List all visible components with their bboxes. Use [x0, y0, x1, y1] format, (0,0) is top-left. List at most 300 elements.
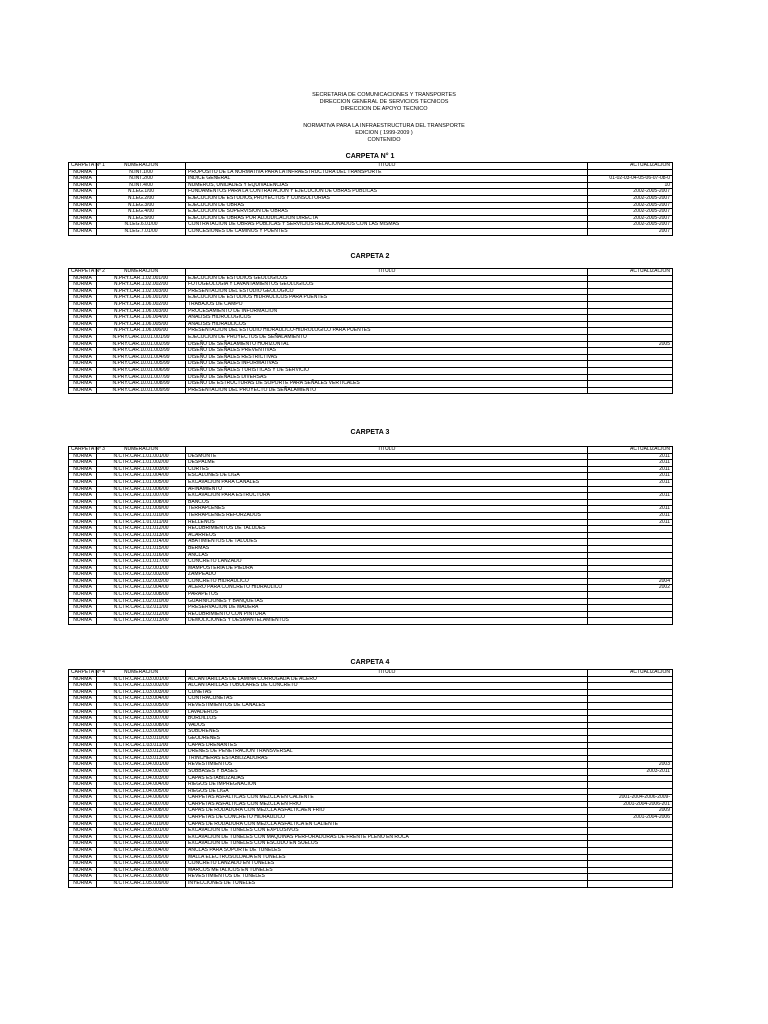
header-edition: EDICION ( 1999-2009 ) — [355, 130, 413, 136]
table-row — [69, 618, 673, 625]
table-row — [69, 387, 673, 394]
cell-actualizacion — [588, 532, 673, 539]
cell-numeracion: N.PRY.CAR.10.01.002/99 — [97, 341, 186, 348]
cell-numeracion: N.PRY.CAR.1.06.006/00 — [97, 328, 186, 335]
cell-actualizacion: 2011 — [588, 453, 673, 460]
cell-numeracion: N.CTR.CAR.1.03.010/00 — [97, 735, 186, 742]
cell-titulo: ZAMPEADO — [186, 572, 588, 579]
cell-tipo: NORMA — [69, 334, 97, 341]
cell-tipo: NORMA — [69, 189, 97, 196]
cell-numeracion: N.CTR.CAR.1.02.004/00 — [97, 585, 186, 592]
cell-numeracion: N.PRY.CAR.10.01.009/99 — [97, 387, 186, 394]
cell-titulo: DISEÑO DE SEÑALES RESTRICTIVAS — [186, 354, 588, 361]
cell-actualizacion: 2011 — [588, 519, 673, 526]
cell-numeracion: N.PRY.CAR.10.01.008/99 — [97, 381, 186, 388]
cell-tipo: NORMA — [69, 768, 97, 775]
cell-numeracion: N.CTR.CAR.1.04.002/00 — [97, 768, 186, 775]
cell-tipo: NORMA — [69, 374, 97, 381]
cell-titulo: ACERO PARA CONCRETO HIDRAULICO — [186, 585, 588, 592]
cell-tipo: NORMA — [69, 559, 97, 566]
cell-tipo: NORMA — [69, 861, 97, 868]
cell-titulo: ANALISIS HIDROLOGICOS — [186, 315, 588, 322]
column-header-titulo: TITULO — [186, 269, 588, 276]
cell-numeracion: N.CTR.CAR.1.04.008/00 — [97, 808, 186, 815]
cell-numeracion: N.PRY.CAR.1.06.003/00 — [97, 308, 186, 315]
cell-tipo: NORMA — [69, 881, 97, 888]
cell-tipo: NORMA — [69, 288, 97, 295]
carpeta-2-title: CARPETA 2 — [350, 253, 390, 260]
cell-tipo: NORMA — [69, 828, 97, 835]
cell-actualizacion — [588, 598, 673, 605]
cell-titulo: EJECUCION DE ESTUDIOS HIDRAULICOS PARA PUENTES — [186, 295, 588, 302]
cell-numeracion: N.CTR.CAR.1.01.012/00 — [97, 526, 186, 533]
cell-tipo: NORMA — [69, 348, 97, 355]
cell-numeracion: N.CTR.CAR.1.02.012/00 — [97, 611, 186, 618]
cell-actualizacion: 2005 — [588, 341, 673, 348]
cell-actualizacion — [588, 308, 673, 315]
cell-actualizacion — [588, 867, 673, 874]
cell-numeracion: N.LEG.2/00 — [97, 195, 186, 202]
cell-actualizacion — [588, 848, 673, 855]
cell-numeracion: N.CTR.CAR.1.04.009/00 — [97, 815, 186, 822]
cell-titulo: DISEÑO DE SEÑALES INFORMATIVAS — [186, 361, 588, 368]
cell-titulo: ACARREOS — [186, 532, 588, 539]
cell-tipo: NORMA — [69, 361, 97, 368]
cell-numeracion: N.CTR.CAR.1.03.011/00 — [97, 742, 186, 749]
cell-actualizacion: 2001-2004-2006 — [588, 815, 673, 822]
cell-titulo: INDICE GENERAL — [186, 176, 588, 183]
cell-titulo: BERMAS — [186, 545, 588, 552]
cell-titulo: TERRAPLENES REFORZADOS — [186, 512, 588, 519]
cell-titulo: ANCLAS — [186, 552, 588, 559]
cell-numeracion: N.CTR.CAR.1.03.001/00 — [97, 676, 186, 683]
cell-tipo: NORMA — [69, 295, 97, 302]
cell-actualizacion: 2011 — [588, 473, 673, 480]
cell-tipo: NORMA — [69, 755, 97, 762]
cell-titulo: MARCOS METALICOS EN TUNELES — [186, 867, 588, 874]
cell-tipo: NORMA — [69, 808, 97, 815]
cell-numeracion: N.CTR.CAR.1.05.009/00 — [97, 881, 186, 888]
carpeta-4-title: CARPETA 4 — [350, 659, 390, 666]
cell-titulo: EXCAVACION PARA CANALES — [186, 479, 588, 486]
cell-actualizacion — [588, 526, 673, 533]
cell-titulo: CONTRATACION DE OBRAS PUBLICAS Y SERVICIOS RELACIONADOS CON LAS MISMAS — [186, 222, 588, 229]
cell-titulo: PRESENTACION DEL PROYECTO DE SEÑALAMIENTO — [186, 387, 588, 394]
cell-numeracion: N.CTR.CAR.1.03.009/00 — [97, 729, 186, 736]
cell-tipo: NORMA — [69, 742, 97, 749]
cell-numeracion: N.INT.4/00 — [97, 182, 186, 189]
cell-tipo: NORMA — [69, 512, 97, 519]
cell-titulo: ESCALONES DE LIGA — [186, 473, 588, 480]
cell-numeracion: N.LEG.7.01/00 — [97, 228, 186, 235]
cell-actualizacion — [588, 348, 673, 355]
table-row — [69, 189, 673, 196]
cell-titulo: CARPETAS ASFALTICAS CON MEZCLA EN CALIENTE — [186, 795, 588, 802]
cell-titulo: EXCAVACION DE TUNELES CON EXPLOSIVOS — [186, 828, 588, 835]
cell-numeracion: N.CTR.CAR.1.03.008/00 — [97, 722, 186, 729]
cell-numeracion: N.CTR.CAR.1.04.004/00 — [97, 782, 186, 789]
cell-titulo: TERRAPLENES — [186, 506, 588, 513]
cell-titulo: PRESENTACION DEL ESTUDIO HIDRAULICO-HIDROLOGICO PARA PUENTES — [186, 328, 588, 335]
header-contents: CONTENIDO — [367, 137, 401, 143]
cell-titulo: AFINAMIENTO — [186, 486, 588, 493]
cell-titulo: EXCAVACION DE TUNELES CON MAQUINAS PERFORADORAS DE FRENTE PLENO EN ROCA — [186, 834, 588, 841]
cell-tipo: NORMA — [69, 696, 97, 703]
cell-titulo: SUBBASES Y BASES — [186, 768, 588, 775]
cell-titulo: PARAPETOS — [186, 592, 588, 599]
cell-actualizacion — [588, 834, 673, 841]
cell-numeracion: N.CTR.CAR.1.01.009/00 — [97, 506, 186, 513]
cell-numeracion: N.CTR.CAR.1.01.014/00 — [97, 539, 186, 546]
cell-actualizacion — [588, 361, 673, 368]
cell-numeracion: N.LEG.3/00 — [97, 202, 186, 209]
cell-numeracion: N.CTR.CAR.1.02.003/00 — [97, 578, 186, 585]
cell-numeracion: N.INT.1/00 — [97, 169, 186, 176]
cell-tipo: NORMA — [69, 709, 97, 716]
cell-actualizacion — [588, 545, 673, 552]
column-header-carpeta: CARPETA Nº 2 — [69, 269, 97, 276]
cell-tipo: NORMA — [69, 473, 97, 480]
cell-titulo: PROPOSITO DE LA NORMATIVA PARA LA INFRAESTRUCTURA DEL TRANSPORTE — [186, 169, 588, 176]
cell-numeracion: N.CTR.CAR.1.01.016/00 — [97, 552, 186, 559]
cell-actualizacion: 2002-2005-2007 — [588, 209, 673, 216]
header-spacer — [0, 113, 768, 123]
cell-numeracion: N.CTR.CAR.1.01.010/00 — [97, 512, 186, 519]
cell-numeracion: N.CTR.CAR.1.05.004/00 — [97, 848, 186, 855]
cell-titulo: DISEÑO DE ESTRUCTURAS DE SOPORTE PARA SEÑALES VERTICALES — [186, 381, 588, 388]
cell-numeracion: N.INT.2/00 — [97, 176, 186, 183]
cell-numeracion: N.CTR.CAR.1.02.011/00 — [97, 605, 186, 612]
cell-actualizacion: 2002-2005-2007 — [588, 202, 673, 209]
cell-titulo: ABATIMIENTOS DE TALUDES — [186, 539, 588, 546]
cell-actualizacion — [588, 828, 673, 835]
cell-tipo: NORMA — [69, 282, 97, 289]
cell-tipo: NORMA — [69, 341, 97, 348]
cell-tipo: NORMA — [69, 321, 97, 328]
cell-numeracion: N.CTR.CAR.1.04.001/00 — [97, 762, 186, 769]
carpeta-2-table — [68, 268, 673, 394]
cell-tipo: NORMA — [69, 354, 97, 361]
cell-titulo: PRESENTACION DEL ESTUDIO GEOLOGICO — [186, 288, 588, 295]
cell-numeracion: N.PRY.CAR.1.06.001/00 — [97, 295, 186, 302]
document-header — [0, 92, 768, 144]
cell-numeracion: N.CTR.CAR.1.01.002/00 — [97, 460, 186, 467]
cell-titulo: EJECUCION DE PROYECTOS DE SEÑALAMIENTO — [186, 334, 588, 341]
cell-tipo: NORMA — [69, 182, 97, 189]
cell-numeracion: N.PRY.CAR.1.02.001/00 — [97, 275, 186, 282]
cell-actualizacion — [588, 539, 673, 546]
cell-tipo: NORMA — [69, 618, 97, 625]
cell-actualizacion: 01-02-03-04-05-06-07-08-0 — [588, 176, 673, 183]
cell-tipo: NORMA — [69, 801, 97, 808]
cell-titulo: CARPETAS DE CONCRETO HIDRAULICO — [186, 815, 588, 822]
cell-titulo: EJECUCION DE OBRAS — [186, 202, 588, 209]
cell-tipo: NORMA — [69, 565, 97, 572]
cell-tipo: NORMA — [69, 506, 97, 513]
column-header-carpeta: CARPETA Nº 1 — [69, 163, 97, 170]
cell-actualizacion — [588, 328, 673, 335]
carpeta-3-title: CARPETA 3 — [350, 429, 390, 436]
cell-tipo: NORMA — [69, 788, 97, 795]
cell-actualizacion — [588, 702, 673, 709]
cell-numeracion: N.LEG.1/00 — [97, 189, 186, 196]
cell-actualizacion: 2002-2005-2007 — [588, 222, 673, 229]
table-row — [69, 222, 673, 229]
cell-actualizacion — [588, 709, 673, 716]
cell-titulo: ANCLAS PARA SOPORTE DE TUNELES — [186, 848, 588, 855]
cell-numeracion: N.CTR.CAR.1.03.006/00 — [97, 709, 186, 716]
cell-actualizacion: 2009 — [588, 808, 673, 815]
cell-actualizacion — [588, 841, 673, 848]
cell-numeracion: N.CTR.CAR.1.05.007/00 — [97, 867, 186, 874]
cell-titulo: DISEÑO DE SEÑALES DIVERSAS — [186, 374, 588, 381]
cell-numeracion: N.CTR.CAR.1.04.010/00 — [97, 821, 186, 828]
cell-numeracion: N.CTR.CAR.1.01.011/00 — [97, 519, 186, 526]
cell-titulo: CAPAS ESTABILIZADAS — [186, 775, 588, 782]
cell-tipo: NORMA — [69, 519, 97, 526]
cell-tipo: NORMA — [69, 526, 97, 533]
cell-numeracion: N.CTR.CAR.1.02.013/00 — [97, 618, 186, 625]
cell-titulo: REVESTIMIENTOS — [186, 762, 588, 769]
cell-actualizacion — [588, 367, 673, 374]
cell-titulo: CONCRETO LANZADO — [186, 559, 588, 566]
cell-numeracion: N.CTR.CAR.1.01.017/00 — [97, 559, 186, 566]
column-header-numeracion: NUMERACION — [97, 447, 186, 454]
cell-numeracion: N.CTR.CAR.1.05.002/00 — [97, 834, 186, 841]
cell-tipo: NORMA — [69, 578, 97, 585]
cell-numeracion: N.PRY.CAR.10.01.003/99 — [97, 348, 186, 355]
cell-titulo: EJECUCION DE ESTUDIOS,PROYECTOS Y CONSULTORIAS — [186, 195, 588, 202]
cell-actualizacion — [588, 683, 673, 690]
cell-tipo: NORMA — [69, 308, 97, 315]
cell-tipo: NORMA — [69, 572, 97, 579]
cell-numeracion: N.PRY.CAR.10.01.001/99 — [97, 334, 186, 341]
cell-titulo: CONTRACUNETAS — [186, 696, 588, 703]
cell-actualizacion — [588, 552, 673, 559]
cell-tipo: NORMA — [69, 215, 97, 222]
table-row — [69, 209, 673, 216]
cell-titulo: REVESTIMIENTOS DE CANALES — [186, 702, 588, 709]
carpeta-4-table — [68, 669, 673, 888]
cell-titulo: INYECCIONES DE TUNELES — [186, 881, 588, 888]
cell-tipo: NORMA — [69, 749, 97, 756]
cell-tipo: NORMA — [69, 834, 97, 841]
table-row — [69, 768, 673, 775]
header-department: DIRECCION DE APOYO TECNICO — [340, 106, 428, 112]
cell-tipo: NORMA — [69, 466, 97, 473]
cell-numeracion: N.CTR.CAR.1.01.003/00 — [97, 466, 186, 473]
cell-numeracion: N.PRY.CAR.10.01.007/99 — [97, 374, 186, 381]
cell-numeracion: N.PRY.CAR.10.01.006/99 — [97, 367, 186, 374]
cell-tipo: NORMA — [69, 209, 97, 216]
cell-titulo: DESMONTE — [186, 453, 588, 460]
cell-actualizacion — [588, 782, 673, 789]
cell-titulo: EJECUCION DE OBRAS POR ADJUDICACION DIRECTA — [186, 215, 588, 222]
cell-actualizacion: 2004 — [588, 578, 673, 585]
cell-titulo: DISEÑO DE SEÑALAMIENTO HORIZONTAL — [186, 341, 588, 348]
cell-numeracion: N.CTR.CAR.1.03.005/00 — [97, 702, 186, 709]
cell-titulo: DESPALME — [186, 460, 588, 467]
cell-tipo: NORMA — [69, 841, 97, 848]
cell-numeracion: N.CTR.CAR.1.01.015/00 — [97, 545, 186, 552]
column-header-numeracion: NUMERACION — [97, 163, 186, 170]
cell-numeracion: N.CTR.CAR.1.05.006/00 — [97, 861, 186, 868]
cell-titulo: EXCAVACION PARA ESTRUCTURA — [186, 493, 588, 500]
cell-numeracion: N.LEG.6.01/00 — [97, 222, 186, 229]
cell-tipo: NORMA — [69, 486, 97, 493]
cell-tipo: NORMA — [69, 202, 97, 209]
cell-titulo: CONCRETO LANZADO EN TUNELES — [186, 861, 588, 868]
cell-tipo: NORMA — [69, 460, 97, 467]
cell-tipo: NORMA — [69, 532, 97, 539]
cell-titulo: PRESERVACION DE MADERA — [186, 605, 588, 612]
column-header-actualizacion: ACTUALIZACION — [588, 269, 673, 276]
cell-tipo: NORMA — [69, 552, 97, 559]
cell-titulo: ALCANTARILLAS DE LAMINA CORRUGADA DE ACERO — [186, 676, 588, 683]
table-row — [69, 202, 673, 209]
cell-actualizacion — [588, 729, 673, 736]
cell-titulo: GUARNICIONES Y BANQUETAS — [186, 598, 588, 605]
cell-numeracion: N.CTR.CAR.1.02.001/00 — [97, 565, 186, 572]
cell-numeracion: N.CTR.CAR.1.05.001/00 — [97, 828, 186, 835]
cell-titulo: DISEÑO DE SEÑALES TURISTICAS Y DE SERVICIO — [186, 367, 588, 374]
cell-titulo: EJECUCION DE SUPERVISION DE OBRAS — [186, 209, 588, 216]
cell-titulo: TRABAJOS DE CAMPO — [186, 301, 588, 308]
cell-titulo: FUNDAMENTOS PARA LA CONTRATACION Y EJECUCION DE OBRAS PUBLICAS — [186, 189, 588, 196]
cell-actualizacion — [588, 854, 673, 861]
cell-numeracion: N.PRY.CAR.1.06.002/00 — [97, 301, 186, 308]
cell-actualizacion: 2003 — [588, 762, 673, 769]
cell-actualizacion — [588, 295, 673, 302]
cell-actualizacion — [588, 565, 673, 572]
cell-actualizacion — [588, 374, 673, 381]
cell-numeracion: N.CTR.CAR.1.01.001/00 — [97, 453, 186, 460]
cell-numeracion: N.CTR.CAR.1.04.007/00 — [97, 801, 186, 808]
cell-tipo: NORMA — [69, 848, 97, 855]
cell-tipo: NORMA — [69, 545, 97, 552]
cell-actualizacion — [588, 861, 673, 868]
cell-actualizacion: 2002 — [588, 585, 673, 592]
cell-titulo: VADOS — [186, 722, 588, 729]
cell-numeracion: N.CTR.CAR.1.05.003/00 — [97, 841, 186, 848]
cell-numeracion: N.CTR.CAR.1.01.008/00 — [97, 499, 186, 506]
cell-actualizacion — [588, 696, 673, 703]
cell-actualizacion: 10 — [588, 182, 673, 189]
cell-actualizacion — [588, 354, 673, 361]
cell-tipo: NORMA — [69, 676, 97, 683]
cell-titulo: CAPAS DE RODADURA CON MEZCLA ASFALTICAEN FRIO — [186, 808, 588, 815]
cell-tipo: NORMA — [69, 275, 97, 282]
cell-actualizacion — [588, 874, 673, 881]
cell-numeracion: N.PRY.CAR.1.02.002/00 — [97, 282, 186, 289]
cell-tipo: NORMA — [69, 228, 97, 235]
cell-actualizacion — [588, 749, 673, 756]
cell-tipo: NORMA — [69, 735, 97, 742]
cell-actualizacion — [588, 881, 673, 888]
cell-tipo: NORMA — [69, 683, 97, 690]
carpeta-3-table — [68, 446, 673, 625]
cell-actualizacion: 2011 — [588, 479, 673, 486]
cell-titulo: EXCAVACION DE TUNELES CON ESCUDO EN SUELOS — [186, 841, 588, 848]
cell-tipo: NORMA — [69, 795, 97, 802]
cell-tipo: NORMA — [69, 702, 97, 709]
cell-numeracion: N.LEG.4/00 — [97, 209, 186, 216]
cell-actualizacion: 2011 — [588, 493, 673, 500]
cell-actualizacion — [588, 282, 673, 289]
cell-titulo: NUMEROS, UNIDADES Y EQUIVALENCIAS — [186, 182, 588, 189]
cell-actualizacion — [588, 387, 673, 394]
cell-actualizacion — [588, 381, 673, 388]
cell-tipo: NORMA — [69, 539, 97, 546]
cell-actualizacion — [588, 592, 673, 599]
cell-tipo: NORMA — [69, 782, 97, 789]
cell-actualizacion — [588, 605, 673, 612]
table-row — [69, 169, 673, 176]
cell-tipo: NORMA — [69, 328, 97, 335]
cell-actualizacion: 2001-2004-2006-2009- — [588, 795, 673, 802]
table-row — [69, 228, 673, 235]
cell-actualizacion: 2011 — [588, 506, 673, 513]
cell-tipo: NORMA — [69, 387, 97, 394]
cell-numeracion: N.CTR.CAR.1.01.005/00 — [97, 479, 186, 486]
cell-tipo: NORMA — [69, 874, 97, 881]
cell-titulo: CORTES — [186, 466, 588, 473]
cell-numeracion: N.CTR.CAR.1.04.006/00 — [97, 795, 186, 802]
cell-titulo: MAMPOSTERIA DE PIEDRA — [186, 565, 588, 572]
table-row — [69, 367, 673, 374]
cell-numeracion: N.CTR.CAR.1.03.003/00 — [97, 689, 186, 696]
cell-actualizacion — [588, 559, 673, 566]
cell-numeracion: N.LEG.5/00 — [97, 215, 186, 222]
cell-tipo: NORMA — [69, 716, 97, 723]
cell-actualizacion — [588, 275, 673, 282]
cell-actualizacion — [588, 821, 673, 828]
cell-titulo: BANCOS — [186, 499, 588, 506]
column-header-numeracion: NUMERACION — [97, 269, 186, 276]
cell-titulo: LAVADEROS — [186, 709, 588, 716]
column-header-titulo: TITULO — [186, 670, 588, 677]
column-header-titulo: TITULO — [186, 163, 588, 170]
column-header-carpeta: CARPETA Nº 4 — [69, 670, 97, 677]
cell-actualizacion — [588, 742, 673, 749]
cell-numeracion: N.PRY.CAR.1.02.003/00 — [97, 288, 186, 295]
cell-numeracion: N.CTR.CAR.1.04.003/00 — [97, 775, 186, 782]
cell-tipo: NORMA — [69, 222, 97, 229]
cell-titulo: SUBDRENES — [186, 729, 588, 736]
cell-tipo: NORMA — [69, 598, 97, 605]
cell-numeracion: N.CTR.CAR.1.01.006/00 — [97, 486, 186, 493]
cell-actualizacion — [588, 288, 673, 295]
cell-actualizacion: 2011 — [588, 512, 673, 519]
cell-actualizacion — [588, 301, 673, 308]
cell-numeracion: N.CTR.CAR.1.04.005/00 — [97, 788, 186, 795]
cell-tipo: NORMA — [69, 453, 97, 460]
cell-tipo: NORMA — [69, 585, 97, 592]
cell-actualizacion — [588, 722, 673, 729]
cell-actualizacion — [588, 676, 673, 683]
cell-titulo: RECUBRIMIENTOS DE TALUDES — [186, 526, 588, 533]
cell-titulo: CAPAS DRENANTES — [186, 742, 588, 749]
cell-tipo: NORMA — [69, 775, 97, 782]
cell-titulo: ALCANTARILLAS TUBULARES DE CONCRETO — [186, 683, 588, 690]
carpeta-1-table — [68, 162, 673, 236]
cell-numeracion: N.CTR.CAR.1.01.007/00 — [97, 493, 186, 500]
cell-numeracion: N.CTR.CAR.1.03.012/00 — [97, 749, 186, 756]
cell-titulo: RELLENOS — [186, 519, 588, 526]
cell-tipo: NORMA — [69, 854, 97, 861]
cell-tipo: NORMA — [69, 176, 97, 183]
cell-numeracion: N.PRY.CAR.10.01.004/99 — [97, 354, 186, 361]
